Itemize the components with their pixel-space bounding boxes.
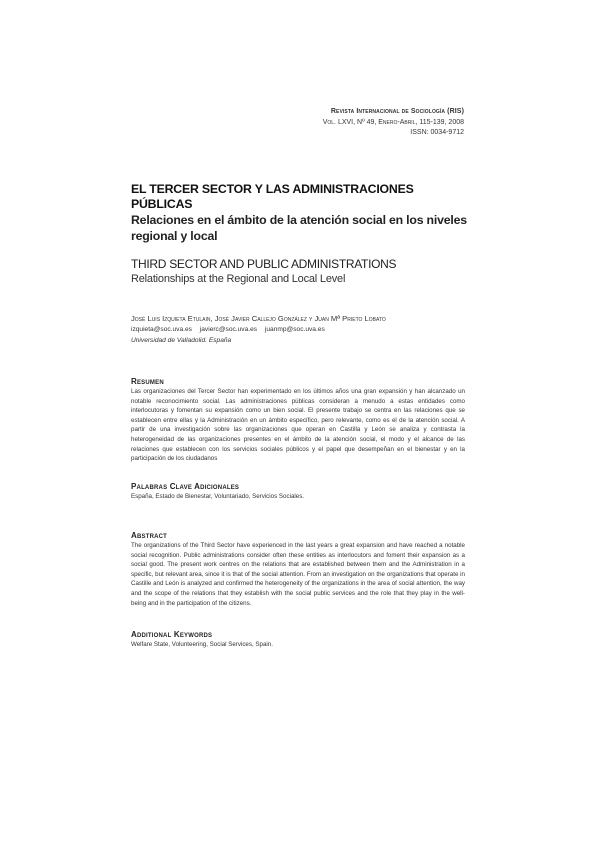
- journal-header: [323, 107, 464, 139]
- palabras-clave-text: España, Estado de Bienestar, Voluntariado, Servicios Sociales.: [131, 493, 305, 500]
- author-emails: [131, 324, 491, 335]
- journal-volume: Vol. LXVI, Nº 49, Enero-Abril, 115-139, 2008: [322, 118, 464, 126]
- spanish-subtitle: Relaciones en el ámbito de la atención social en los niveles regional y local: [131, 213, 467, 243]
- abstract-section: [131, 531, 465, 608]
- abstract-heading: Abstract: [131, 531, 168, 540]
- english-title: THIRD SECTOR AND PUBLIC ADMINISTRATIONS: [131, 257, 397, 271]
- resumen-section: [131, 377, 465, 464]
- author-email: javierc@soc.uva.es: [199, 326, 258, 333]
- author-email: izquieta@soc.uva.es: [131, 326, 192, 333]
- palabras-clave-section: [131, 482, 465, 502]
- spanish-title: EL TERCER SECTOR Y LAS ADMINISTRACIONES PÚBLICAS: [131, 182, 414, 211]
- keywords-text: Welfare State, Volunteering, Social Services, Spain.: [131, 641, 273, 648]
- keywords-heading: Additional Keywords: [131, 630, 213, 639]
- abstract-text: The organizations of the Third Sector have experienced in the last years a great expansion and have reached a notable social recognition. Public administrations consider often these entities as interlocutors and foment their expansion as a social good. The present work centres on the relations that are established between them and the Administration in a specific, but relevant area, since it is that of the social attention. From an investigation on the organizations that operate in Castille and León is analyzed and confirmed the heterogeneity of the organizations in the area of social attention, the way and the scope of the relations that they establish with the social public services and the role that they play in the well-being and in the participation of the citizens.: [131, 542, 465, 607]
- journal-name: Revista Internacional de Sociología (RIS): [330, 108, 464, 115]
- english-title-block: [131, 257, 471, 287]
- journal-issn: ISSN: 0034-9712: [410, 129, 464, 136]
- author-institution: Universidad de Valladolid. España: [131, 337, 232, 344]
- author-names: José Luis Izquieta Etulain, José Javier Callejo González y Juan Mª Prieto Lobato: [131, 314, 386, 323]
- spanish-title-block: [131, 182, 471, 244]
- keywords-section: [131, 630, 465, 650]
- authors-block: [131, 313, 491, 346]
- english-subtitle: Relationships at the Regional and Local Level: [131, 273, 346, 285]
- resumen-text: Las organizaciones del Tercer Sector han experimentado en los últimos años una gran expansión y han alcanzado un notable reconocimiento social. Las administraciones públicas consideran a menudo a estas entidades como interlocutoras y fomentan su expansión como un bien social. El presente trabajo se centra en las relaciones que se establecen entre ellas y la Administración en un ámbito específico, pero relevante, como es el de la atención social. A partir de una investigación sobre las organizaciones que operan en Castilla y León se analiza y contrasta la heterogeneidad de las organizaciones presentes en el ámbito de la atención social, el modo y el alcance de las relaciones que establecen con los servicios sociales públicos y el papel que desempeñan en el bienestar y en la participación de los ciudadanos: [131, 388, 465, 463]
- palabras-clave-heading: Palabras Clave Adicionales: [131, 482, 240, 491]
- author-email: juanmp@soc.uva.es: [264, 326, 325, 333]
- resumen-heading: Resumen: [131, 377, 164, 386]
